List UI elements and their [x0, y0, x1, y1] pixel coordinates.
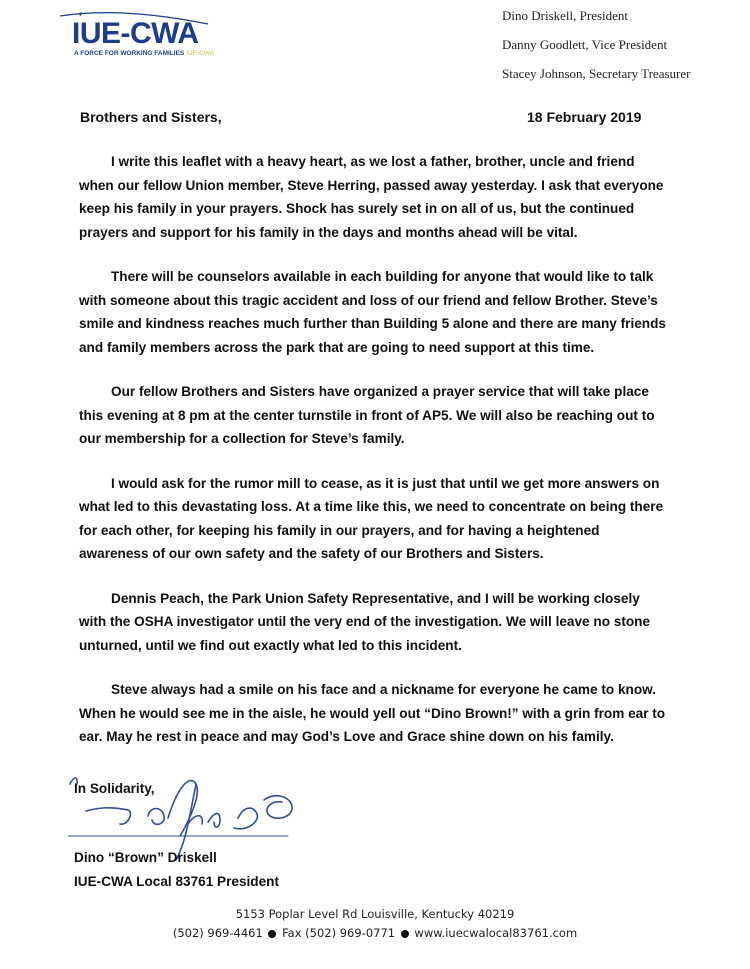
logo-wordmark: IUE-CWA — [72, 17, 199, 50]
letter-body — [79, 150, 669, 770]
signer-title: IUE-CWA Local 83761 President — [74, 874, 279, 889]
signer-name: Dino “Brown” Driskell — [74, 850, 217, 865]
letter-footer — [0, 905, 750, 943]
footer-address: 5153 Poplar Level Rd Louisville, Kentucky 40219 — [235, 907, 515, 921]
footer-phone: (502) 969-4461 — [172, 926, 263, 940]
logo-tagline: A FORCE FOR WORKING FAMILIES IUE-CWA — [74, 50, 215, 57]
paragraph-5: Dennis Peach, the Park Union Safety Representative, and I will be working closely with the OSHA investigator until the very end of the investigation. We will leave no stone unturned, until we find out exactly what led to this incident. — [79, 590, 651, 653]
paragraph-4: I would ask for the rumor mill to cease, as it is just that until we get more answers on what led to this devastating loss. At a time like this, we need to concentrate on being there for each other, for keeping his family in our prayers, and for having a heightened awareness of our own safety and the safety of our Brothers and Sisters. — [79, 475, 664, 561]
union-logo — [58, 10, 228, 62]
letter-greeting: Brothers and Sisters, — [80, 109, 222, 125]
bullet-dot-icon — [268, 930, 276, 938]
paragraph-1: I write this leaflet with a heavy heart, as we lost a father, brother, uncle and friend when our fellow Union member, Steve Herring, passed away yesterday. I ask that everyone keep his family in your prayers. Shock has surely set in on all of us, but the continued prayers and support for his family in the days and months ahead will be vital. — [79, 154, 664, 240]
signature-block — [74, 776, 374, 896]
officer-secretary-treasurer: Stacey Johnson, Secretary Treasurer — [502, 66, 691, 81]
paragraph-6: Steve always had a smile on his face and a nickname for everyone he came to know. When he would see me in the aisle, he would yell out “Dino Brown!” with a grin from ear to ear. May he rest in peace and may God’s Love and Grace shine down on his family. — [79, 682, 666, 744]
paragraph-3: Our fellow Brothers and Sisters have organized a prayer service that will take place this evening at 8 pm at the center turnstile in front of AP5. We will also be reaching out to our membership for a collection for Steve’s family. — [79, 384, 655, 446]
officer-list — [502, 6, 690, 93]
footer-contact-line — [0, 924, 750, 943]
footer-fax: Fax (502) 969-0771 — [282, 926, 396, 940]
closing-line: In Solidarity, — [74, 781, 155, 796]
officer-vice-president: Danny Goodlett, Vice President — [502, 37, 668, 52]
letter-date: 18 February 2019 — [527, 109, 642, 125]
footer-website[interactable]: www.iuecwalocal83761.com — [414, 926, 578, 940]
officer-president: Dino Driskell, President — [502, 8, 629, 23]
bullet-dot-icon — [401, 930, 409, 938]
paragraph-2: There will be counselors available in each building for anyone that would like to talk with someone about this tragic accident and loss of our friend and fellow Brother. Steve’s smile and kindness reaches much further than Building 5 alone and there are many friends and family members across the park that are going to need support at this time. — [79, 269, 666, 355]
